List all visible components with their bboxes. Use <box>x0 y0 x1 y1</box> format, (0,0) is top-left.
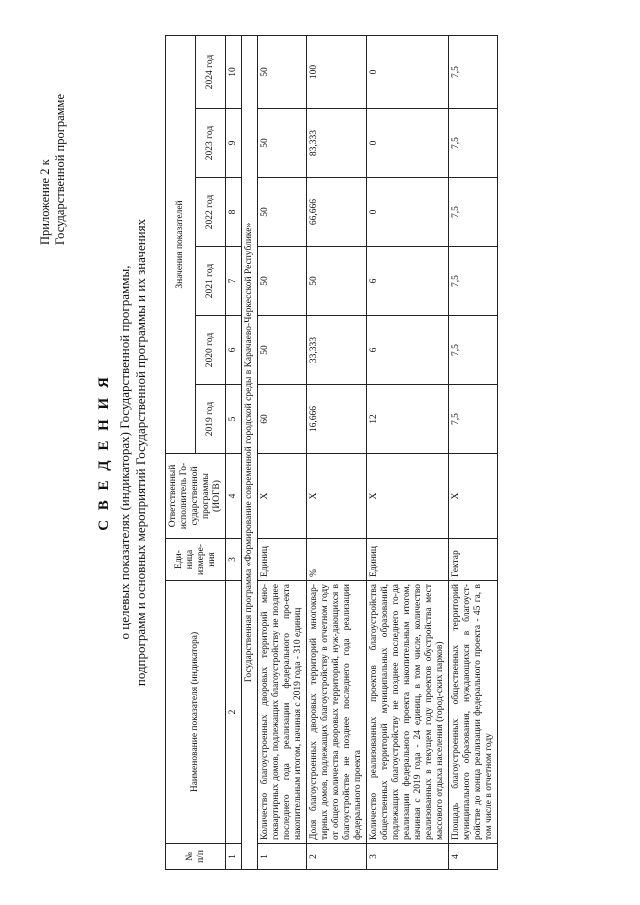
row-num: 1 <box>258 844 307 870</box>
row-value: 0 <box>367 36 449 109</box>
row-value: 7,5 <box>449 36 498 109</box>
row-value: 33,333 <box>307 316 367 385</box>
appendix-line-2: Государственной программе <box>53 93 67 245</box>
column-index-row <box>226 36 242 870</box>
row-value: 50 <box>258 247 307 316</box>
row-value: 7,5 <box>449 316 498 385</box>
row-value: 7,5 <box>449 247 498 316</box>
row-unit: Гектар <box>449 539 498 581</box>
document-subtitle-2: подпрограмм и основных мероприятий Государственной программы и их значениях <box>133 218 148 687</box>
program-group-row <box>242 36 258 870</box>
header-num: № п/п <box>166 844 226 870</box>
row-unit: Единиц <box>367 539 449 581</box>
column-index: 4 <box>226 454 242 539</box>
row-executor: Х <box>367 454 449 539</box>
row-name: Доля благоустроенных дворовых территорий многоквар-тирных домов, подлежащих благоустройству в отчетном году от общего количества дворовых территорий, нуж-дающихся в благоустройстве не позднее последнего года реализации федерального проекта <box>307 581 367 844</box>
header-executor: Ответственный исполнитель Го-сударственной программы (ИОГВ) <box>166 454 226 539</box>
column-index: 1 <box>226 844 242 870</box>
column-index: 10 <box>226 36 242 109</box>
row-num: 2 <box>307 844 367 870</box>
table-row <box>307 36 367 870</box>
header-year: 2022 год <box>196 178 226 247</box>
row-unit: % <box>307 539 367 581</box>
row-value: 6 <box>367 247 449 316</box>
header-year: 2020 год <box>196 316 226 385</box>
row-executor: Х <box>449 454 498 539</box>
row-value: 60 <box>258 385 307 454</box>
row-value: 50 <box>258 178 307 247</box>
table-row <box>258 36 307 870</box>
row-name: Площадь благоустроенных общественных территорий муниципального образования, нуждающихся в благоуст-ройстве до конца реализации федерального проекта - 45 га, в том числе в отчетном году <box>449 581 498 844</box>
column-index: 5 <box>226 385 242 454</box>
column-index: 8 <box>226 178 242 247</box>
header-unit: Еди-ница измере-ния <box>166 539 226 581</box>
appendix-line-1: Приложение 2 к <box>38 159 52 245</box>
column-index: 6 <box>226 316 242 385</box>
appendix-note <box>38 25 68 245</box>
table-header-row <box>166 36 196 870</box>
row-value: 83,333 <box>307 109 367 178</box>
table-row <box>449 36 498 870</box>
row-executor: Х <box>258 454 307 539</box>
table-row <box>367 36 449 870</box>
row-value: 0 <box>367 178 449 247</box>
row-value: 7,5 <box>449 178 498 247</box>
row-value: 50 <box>258 36 307 109</box>
row-unit: Единиц <box>258 539 307 581</box>
program-title: Государственная программа «Формирование современной городской среды в Карачаево-Черкесской Республике» <box>242 36 258 870</box>
row-value: 7,5 <box>449 385 498 454</box>
header-year: 2024 год <box>196 36 226 109</box>
header-year: 2023 год <box>196 109 226 178</box>
document-title: С В Е Д Е Н И Я <box>96 374 112 531</box>
column-index: 3 <box>226 539 242 581</box>
header-year: 2021 год <box>196 247 226 316</box>
column-index: 7 <box>226 247 242 316</box>
row-executor: Х <box>307 454 367 539</box>
document-subtitle-1: о целевых показателях (индикаторах) Государственной программы, <box>117 265 132 640</box>
row-value: 100 <box>307 36 367 109</box>
row-value: 0 <box>367 109 449 178</box>
row-value: 7,5 <box>449 109 498 178</box>
row-value: 50 <box>307 247 367 316</box>
column-index: 9 <box>226 109 242 178</box>
header-name: Наименование показателя (индикатора) <box>166 581 226 844</box>
header-year: 2019 год <box>196 385 226 454</box>
row-value: 50 <box>258 109 307 178</box>
header-values-group: Значения показателей <box>166 36 196 454</box>
row-name: Количество благоустроенных дворовых территорий мно-гоквартирных домов, подлежащих благоустройству не позднее последнего года реализации федерального про-екта накопительным итогом, начиная с 2019 года - 310 единиц <box>258 581 307 844</box>
indicators-table <box>165 35 498 870</box>
row-num: 4 <box>449 844 498 870</box>
row-value: 66,666 <box>307 178 367 247</box>
row-num: 3 <box>367 844 449 870</box>
row-value: 16,666 <box>307 385 367 454</box>
row-value: 12 <box>367 385 449 454</box>
row-value: 50 <box>258 316 307 385</box>
row-value: 6 <box>367 316 449 385</box>
row-name: Количество реализованных проектов благоустройства общественных территорий муниципальных образований, подлежащих благоустройству не позднее последнего го-да реализации федерального проекта накопительным итогом, начиная с 2019 года - 24 единиц, в том числе, количество реализованных в текущем году проектов обустройства мест массового отдыха населения (город-ских парков) <box>367 581 449 844</box>
column-index: 2 <box>226 581 242 844</box>
